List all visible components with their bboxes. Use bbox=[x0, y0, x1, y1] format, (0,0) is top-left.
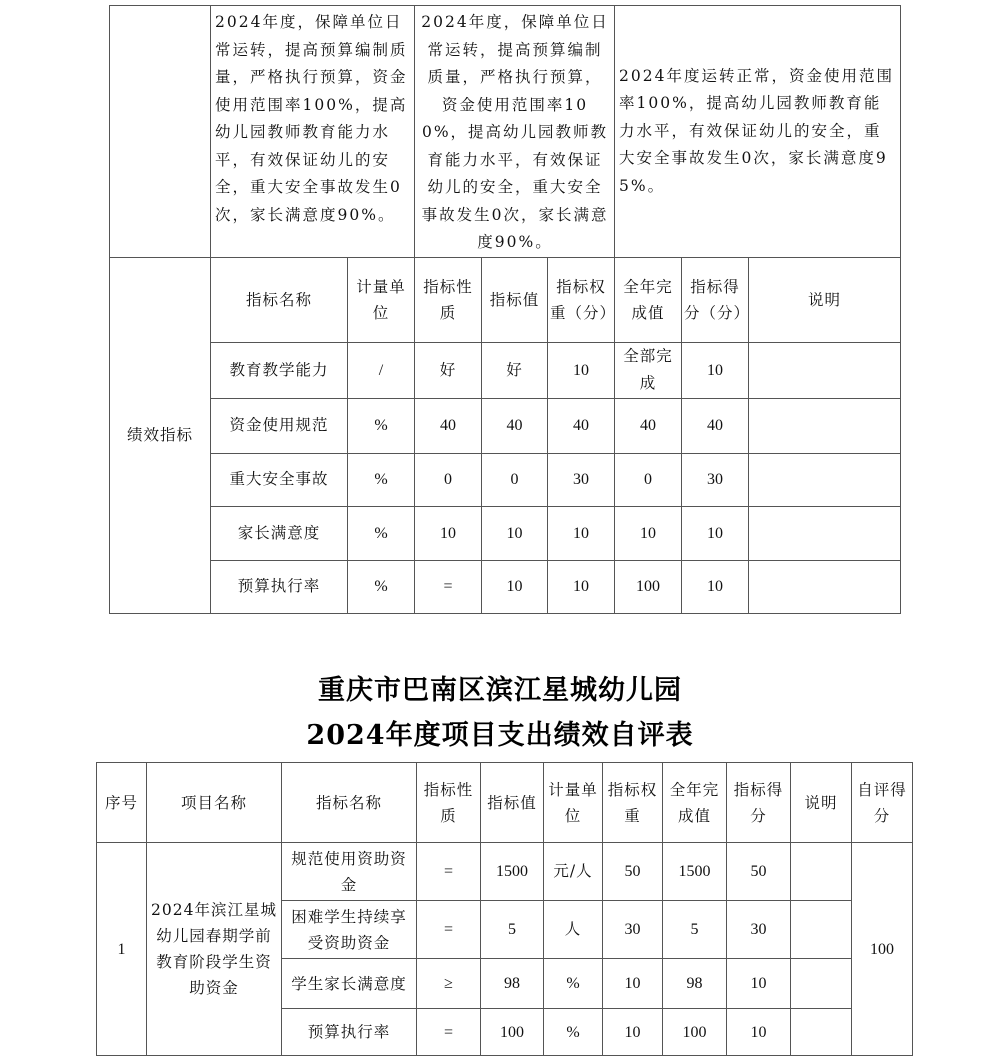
indicator-actual: 5 bbox=[663, 901, 727, 959]
header-value: 指标值 bbox=[482, 257, 548, 342]
indicator-actual: 1500 bbox=[663, 843, 727, 901]
table-row bbox=[110, 398, 901, 453]
indicator-nature: 0 bbox=[415, 453, 482, 506]
indicator-nature: 好 bbox=[415, 342, 482, 398]
indicator-unit: % bbox=[348, 453, 415, 506]
indicator-score: 10 bbox=[727, 959, 791, 1009]
annual-goal-text: 2024年度，保障单位日常运转，提高预算编制质量，严格执行预算，资金使用范围率100%，提高幼儿园教师教育能力水平，有效保证幼儿的安全，重大安全事故发生0次，家长满意度90%。 bbox=[211, 6, 415, 258]
indicator-nature: 40 bbox=[415, 398, 482, 453]
indicator-note bbox=[749, 342, 901, 398]
indicator-value: 100 bbox=[481, 1009, 544, 1056]
indicator-weight: 50 bbox=[603, 843, 663, 901]
indicator-value: 5 bbox=[481, 901, 544, 959]
indicator-note bbox=[791, 901, 852, 959]
actual-completion-text: 2024年度运转正常，资金使用范围率100%，提高幼儿园教师教育能力水平，有效保证幼儿的安全，重大安全事故发生0次，家长满意度95%。 bbox=[615, 6, 901, 258]
table-row bbox=[110, 560, 901, 613]
header-note: 说明 bbox=[749, 257, 901, 342]
indicator-value: 40 bbox=[482, 398, 548, 453]
seq-number: 1 bbox=[97, 843, 147, 1056]
indicator-weight: 10 bbox=[603, 1009, 663, 1056]
header-actual: 全年完成值 bbox=[615, 257, 682, 342]
indicator-nature: = bbox=[417, 901, 481, 959]
indicator-value: 10 bbox=[482, 506, 548, 560]
indicator-name: 重大安全事故 bbox=[211, 453, 348, 506]
indicator-unit: % bbox=[544, 1009, 603, 1056]
indicator-weight: 40 bbox=[548, 398, 615, 453]
performance-indicator-table bbox=[109, 5, 901, 614]
indicator-score: 10 bbox=[727, 1009, 791, 1056]
indicator-note bbox=[749, 560, 901, 613]
indicator-unit: / bbox=[348, 342, 415, 398]
indicator-score: 30 bbox=[727, 901, 791, 959]
document-title-line-2: 2024年度项目支出绩效自评表 bbox=[306, 720, 694, 751]
indicator-name: 困难学生持续享受资助资金 bbox=[282, 901, 417, 959]
indicator-note bbox=[791, 843, 852, 901]
header-seq: 序号 bbox=[97, 763, 147, 843]
table-row bbox=[110, 342, 901, 398]
indicator-unit: 元/人 bbox=[544, 843, 603, 901]
table-row bbox=[110, 453, 901, 506]
indicator-nature: 10 bbox=[415, 506, 482, 560]
indicator-actual: 100 bbox=[615, 560, 682, 613]
header-value: 指标值 bbox=[481, 763, 544, 843]
header-nature: 指标性质 bbox=[417, 763, 481, 843]
indicator-nature: = bbox=[417, 843, 481, 901]
indicator-note bbox=[749, 506, 901, 560]
indicator-nature: ≥ bbox=[417, 959, 481, 1009]
indicator-score: 50 bbox=[727, 843, 791, 901]
indicator-value: 好 bbox=[482, 342, 548, 398]
indicator-header-row bbox=[110, 257, 901, 342]
indicator-nature: = bbox=[417, 1009, 481, 1056]
header-score: 指标得分 bbox=[727, 763, 791, 843]
header-row bbox=[97, 763, 913, 843]
indicator-score: 10 bbox=[682, 560, 749, 613]
header-project-name: 项目名称 bbox=[147, 763, 282, 843]
indicator-value: 98 bbox=[481, 959, 544, 1009]
indicator-unit: % bbox=[348, 506, 415, 560]
indicator-name: 规范使用资助资金 bbox=[282, 843, 417, 901]
project-self-evaluation-table bbox=[96, 762, 913, 1056]
header-note: 说明 bbox=[791, 763, 852, 843]
planned-goal-text: 2024年度，保障单位日常运转，提高预算编制质量，严格执行预算，资金使用范围率100%，提高幼儿园教师教育能力水平，有效保证幼儿的安全，重大安全事故发生0次，家长满意度90%。 bbox=[415, 6, 615, 258]
indicator-weight: 30 bbox=[548, 453, 615, 506]
header-unit: 计量单位 bbox=[348, 257, 415, 342]
indicator-unit: % bbox=[348, 398, 415, 453]
self-score: 100 bbox=[852, 843, 913, 1056]
indicator-actual: 0 bbox=[615, 453, 682, 506]
indicator-score: 30 bbox=[682, 453, 749, 506]
header-self-score: 自评得分 bbox=[852, 763, 913, 843]
indicator-note bbox=[749, 398, 901, 453]
header-unit: 计量单位 bbox=[544, 763, 603, 843]
indicator-name: 学生家长满意度 bbox=[282, 959, 417, 1009]
document-title-line-1: 重庆市巴南区滨江星城幼儿园 bbox=[318, 675, 682, 706]
header-weight: 指标权重 bbox=[603, 763, 663, 843]
table-row bbox=[97, 843, 913, 901]
header-indicator-name: 指标名称 bbox=[211, 257, 348, 342]
header-indicator-name: 指标名称 bbox=[282, 763, 417, 843]
indicator-name: 教育教学能力 bbox=[211, 342, 348, 398]
indicator-value: 10 bbox=[482, 560, 548, 613]
header-actual: 全年完成值 bbox=[663, 763, 727, 843]
indicator-weight: 30 bbox=[603, 901, 663, 959]
indicator-weight: 10 bbox=[603, 959, 663, 1009]
header-nature: 指标性质 bbox=[415, 257, 482, 342]
indicator-nature: = bbox=[415, 560, 482, 613]
indicator-score: 40 bbox=[682, 398, 749, 453]
indicator-actual: 全部完成 bbox=[615, 342, 682, 398]
indicator-unit: % bbox=[348, 560, 415, 613]
indicator-weight: 10 bbox=[548, 506, 615, 560]
indicator-weight: 10 bbox=[548, 560, 615, 613]
indicator-score: 10 bbox=[682, 342, 749, 398]
header-score: 指标得分（分） bbox=[682, 257, 749, 342]
indicator-value: 0 bbox=[482, 453, 548, 506]
indicator-name: 预算执行率 bbox=[282, 1009, 417, 1056]
indicator-unit: 人 bbox=[544, 901, 603, 959]
indicator-value: 1500 bbox=[481, 843, 544, 901]
indicator-weight: 10 bbox=[548, 342, 615, 398]
header-weight: 指标权重（分） bbox=[548, 257, 615, 342]
goal-row bbox=[110, 6, 901, 258]
indicator-score: 10 bbox=[682, 506, 749, 560]
indicator-note bbox=[791, 959, 852, 1009]
table-row bbox=[110, 506, 901, 560]
indicator-note bbox=[791, 1009, 852, 1056]
indicator-actual: 10 bbox=[615, 506, 682, 560]
goal-label-cell bbox=[110, 6, 211, 258]
indicator-note bbox=[749, 453, 901, 506]
indicator-name: 资金使用规范 bbox=[211, 398, 348, 453]
section-label: 绩效指标 bbox=[110, 257, 211, 613]
indicator-actual: 40 bbox=[615, 398, 682, 453]
indicator-actual: 100 bbox=[663, 1009, 727, 1056]
project-name: 2024年滨江星城幼儿园春期学前教育阶段学生资助资金 bbox=[147, 843, 282, 1056]
indicator-unit: % bbox=[544, 959, 603, 1009]
indicator-actual: 98 bbox=[663, 959, 727, 1009]
indicator-name: 家长满意度 bbox=[211, 506, 348, 560]
indicator-name: 预算执行率 bbox=[211, 560, 348, 613]
